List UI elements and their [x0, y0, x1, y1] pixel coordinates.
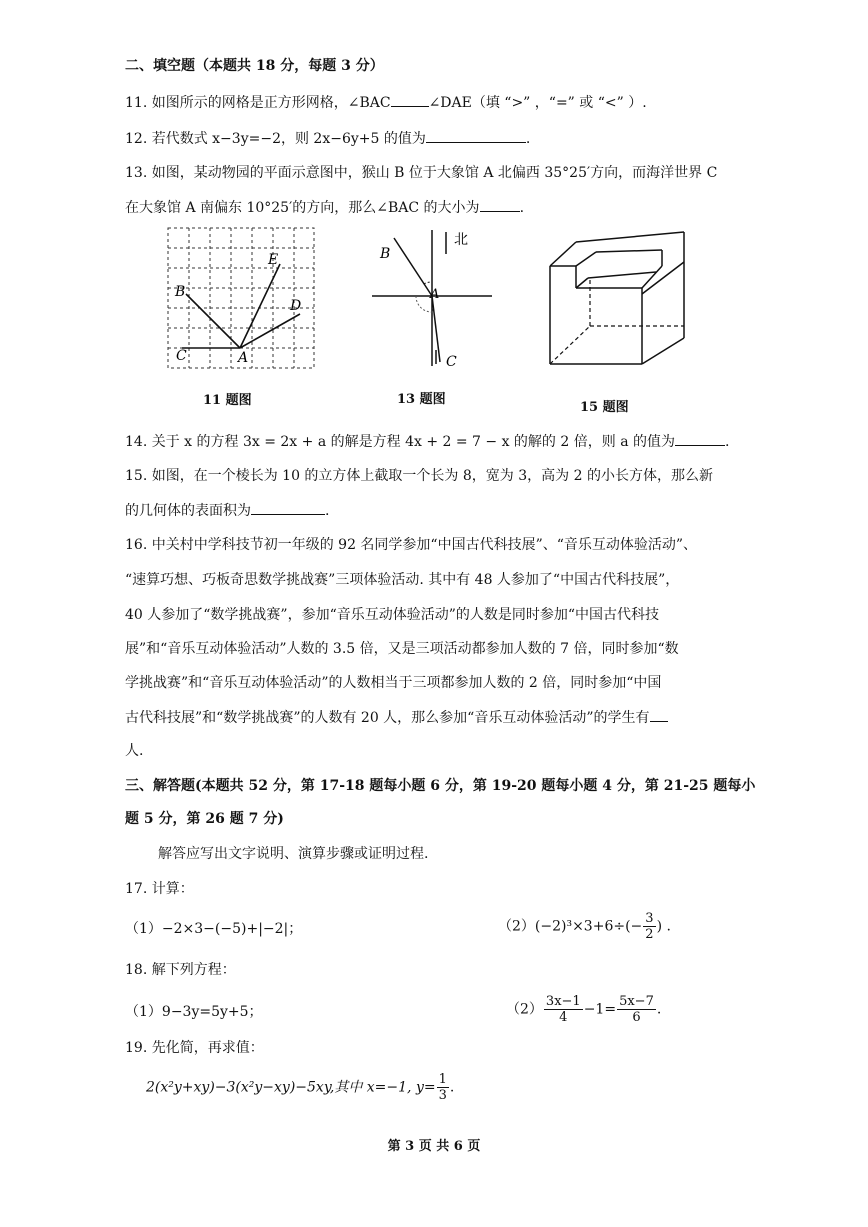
figure-11-grid [160, 222, 320, 374]
label-a-13: A [430, 287, 440, 302]
fraction-5x-7-over-6 [617, 994, 656, 1025]
fraction-numerator: 5x−7 [619, 994, 654, 1009]
question-19-expression [146, 1072, 454, 1103]
question-13-text-post: . [519, 200, 525, 216]
section-3-heading-1: 三、解答题(本题共 52 分，第 17-18 题每小题 6 分，第 19-20 题每小题 4 分，第 21-25 题每小 [125, 778, 756, 794]
question-12-text-post: . [525, 131, 531, 147]
figure-13-caption: 13 题图 [397, 392, 446, 407]
question-14-text-post: . [724, 434, 730, 450]
question-16-line-7: 人. [125, 743, 144, 759]
figure-15-cube [546, 226, 691, 368]
fraction-numerator: 3 [645, 911, 654, 926]
label-b-13: B [380, 246, 391, 262]
label-e: E [268, 252, 279, 268]
figure-13-compass [368, 226, 498, 376]
question-16-line-1: 16. 中关村中学科技节初一年级的 92 名同学参加“中国古代科技展”、“音乐互动体验活动”、 [125, 537, 698, 553]
label-c: C [176, 348, 187, 364]
question-16-line-3: 40 人参加了“数学挑战赛”，参加“音乐互动体验活动”的人数是同时参加“中国古代科技 [125, 607, 660, 623]
fraction-denominator: 3 [438, 1088, 447, 1103]
fraction-denominator: 4 [559, 1010, 568, 1025]
label-d: D [290, 298, 302, 314]
question-19-title: 19. 先化简，再求值： [125, 1040, 264, 1056]
fraction-denominator: 6 [632, 1010, 641, 1025]
question-15-line-1: 15. 如图，在一个棱长为 10 的立方体上截取一个长为 8，宽为 3，高为 2 的小长方体，那么新 [125, 468, 713, 484]
question-17-part-1: （1）−2×3−(−5)+|−2|； [125, 921, 303, 937]
question-11-text-post: ∠DAE（填 “>” ，“=” 或 “<” ）. [428, 95, 647, 111]
fraction-1-3 [437, 1072, 449, 1103]
section-3-instruction: 解答应写出文字说明、演算步骤或证明过程. [158, 846, 429, 862]
section-3-heading-2: 题 5 分，第 26 题 7 分) [125, 811, 284, 827]
answer-blank-13[interactable] [480, 197, 520, 212]
fraction-denominator: 2 [645, 927, 654, 942]
question-19-post: . [449, 1079, 455, 1096]
answer-blank-12[interactable] [426, 128, 526, 143]
question-15-text-post: . [325, 503, 330, 519]
section-2-heading: 二、填空题（本题共 18 分，每题 3 分） [125, 58, 384, 74]
label-a: A [238, 350, 249, 366]
question-17-part-2 [498, 911, 671, 942]
question-16-line-2: “速算巧想、巧板奇思数学挑战赛”三项体验活动. 其中有 48 人参加了“中国古代科技展”， [125, 572, 680, 588]
fraction-3x-1-over-4 [544, 994, 583, 1025]
question-12 [125, 128, 530, 149]
question-16-line-4: 展”和“音乐互动体验活动”人数的 3.5 倍，又是三项活动都参加人数的 7 倍，同时参加“数 [125, 641, 679, 657]
question-13-line-2 [125, 197, 524, 218]
question-13-line-1: 13. 如图，某动物园的平面示意图中，猴山 B 位于大象馆 A 北偏西 35°25′方向，而海洋世界 C [125, 165, 718, 181]
fraction-3-2 [643, 911, 655, 942]
label-c-13: C [446, 354, 457, 370]
question-14 [125, 431, 729, 452]
ray-ae [240, 264, 280, 348]
question-13-text-pre: 在大象馆 A 南偏东 10°25′的方向，那么∠BAC 的大小为 [125, 200, 480, 216]
question-17-part-2-pre: （2）(−2)³×3+6÷(− [498, 918, 643, 935]
question-11 [125, 92, 647, 113]
answer-blank-14[interactable] [675, 431, 725, 446]
question-17-title: 17. 计算： [125, 881, 194, 897]
question-15-line-2 [125, 500, 329, 521]
fraction-numerator: 3x−1 [545, 994, 581, 1009]
question-18-part-2-post: . [656, 1001, 662, 1018]
question-18-part-1: （1）9−3y=5y+5； [125, 1004, 263, 1020]
fraction-numerator: 1 [438, 1072, 447, 1087]
answer-blank-15[interactable] [251, 500, 325, 515]
question-19-expr: 2(x²y+xy)−3(x²y−xy)−5xy,其中 x=−1, y= [146, 1079, 436, 1096]
label-north: 北 [454, 232, 468, 248]
figure-15-caption: 15 题图 [580, 400, 629, 415]
question-18-part-2 [506, 994, 661, 1025]
question-16-line-6 [125, 707, 668, 728]
question-18-part-2-pre: （2） [506, 1001, 543, 1018]
label-b: B [175, 284, 186, 300]
question-18-title: 18. 解下列方程： [125, 962, 236, 978]
question-12-text-pre: 12. 若代数式 x−3y=−2，则 2x−6y+5 的值为 [125, 131, 426, 147]
question-16-line-5: 学挑战赛”和“音乐互动体验活动”的人数相当于三项都参加人数的 2 倍，同时参加“中国 [125, 675, 662, 691]
ray-ad [240, 314, 300, 348]
page-footer: 第 3 页 共 6 页 [387, 1139, 481, 1154]
question-14-text-pre: 14. 关于 x 的方程 3x = 2x + a 的解是方程 4x + 2 = 7 − x 的解的 2 倍，则 a 的值为 [125, 434, 675, 450]
answer-blank-11[interactable] [391, 92, 429, 107]
question-17-part-2-post: ) . [656, 918, 671, 935]
ray-ab [186, 294, 240, 348]
question-16-text-line-6: 古代科技展”和“数学挑战赛”的人数有 20 人，那么参加“音乐互动体验活动”的学生有 [125, 710, 650, 726]
ray-ab-13 [394, 238, 432, 296]
question-11-text-pre: 11. 如图所示的网格是正方形网格，∠BAC [125, 95, 391, 111]
figure-11-caption: 11 题图 [203, 393, 252, 408]
answer-blank-16[interactable] [650, 707, 668, 722]
question-15-text-pre: 的几何体的表面积为 [125, 503, 251, 519]
question-18-part-2-mid: −1= [583, 1001, 617, 1018]
